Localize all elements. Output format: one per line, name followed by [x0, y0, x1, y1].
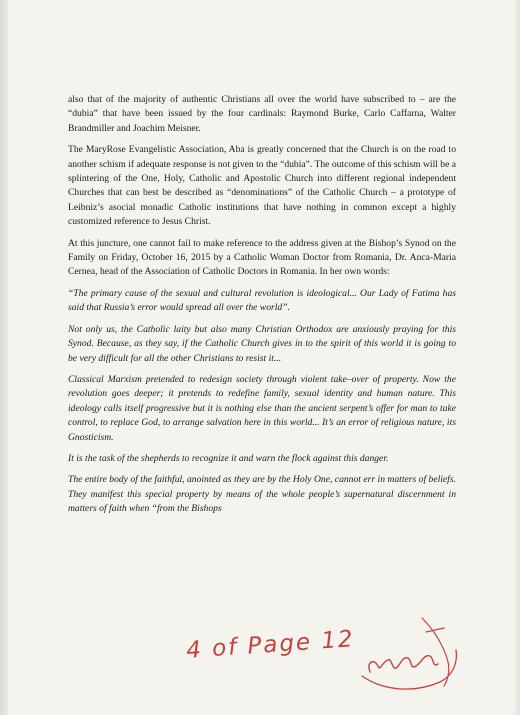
paragraph-3: At this juncture, one cannot fail to make reference to the address given at the Bishop’s Synod on the Family on Friday, October 16, 2015 by a Catholic Woman Doctor from Romania, Dr. Anca-Maria Cernea, head of the Association of Catholic Doctors in Romania. In her own words: — [68, 237, 456, 278]
page-edge-right — [514, 0, 520, 715]
document-body — [68, 93, 456, 524]
quote-paragraph-2: Not only us, the Catholic laity but also many Christian Orthodox are anxiously praying for this Synod. Because, as they say, if the Catholic Church gives in to the spirit of this world it is going to be very difficult for all the other Christians to resist it... — [68, 323, 456, 364]
handwritten-page-note: 4 of Page 12 — [185, 626, 356, 664]
quote-paragraph-5: The entire body of the faithful, anointed as they are by the Holy One, cannot err in matters of beliefs. They manifest this special property by means of the whole people’s supernatural discernment in matters of faith when “from the Bishops — [68, 474, 456, 515]
page-edge-shadow — [0, 0, 8, 715]
paragraph-2: The MaryRose Evangelistic Association, Aba is greatly concerned that the Church is on the road to another schism if adequate response is not given to the “dubia”. The outcome of this schism will be a splintering of the One, Holy, Catholic and Apostolic Church into different regional independent Churches that can best be described as “denominations” of the Catholic Church – a prototype of Leibniz’s asocial monadic Catholic institutions that have nothing in common except a highly customized reference to Jesus Christ. — [68, 144, 457, 228]
quote-paragraph-3: Classical Marxism pretended to redesign society through violent take–over of property. Now the revolution goes deeper; it pretends to redefine family, sexual identity and human nature. This ideology calls itself progressive but it is nothing else than the ancient serpent’s offer for man to take control, to replace God, to arrange salvation here in this world... It’s an error of religious nature, its Gnosticism. — [68, 373, 456, 443]
quote-paragraph-1: “The primary cause of the sexual and cultural revolution is ideological... Our Lady of Fatima has said that Russia’s error would spread all over the world”. — [68, 287, 456, 314]
quote-paragraph-4: It is the task of the shepherds to recognize it and warn the flock against this danger. — [68, 452, 389, 464]
handwritten-signature-image — [352, 610, 464, 700]
paragraph-1: also that of the majority of authentic Christians all over the world have subscribed to – are the “dubia” that have been issued by the four cardinals: Raymond Burke, Carlo Caffarna, Walter Brandmiller and Joachim Meisner. — [68, 94, 456, 134]
